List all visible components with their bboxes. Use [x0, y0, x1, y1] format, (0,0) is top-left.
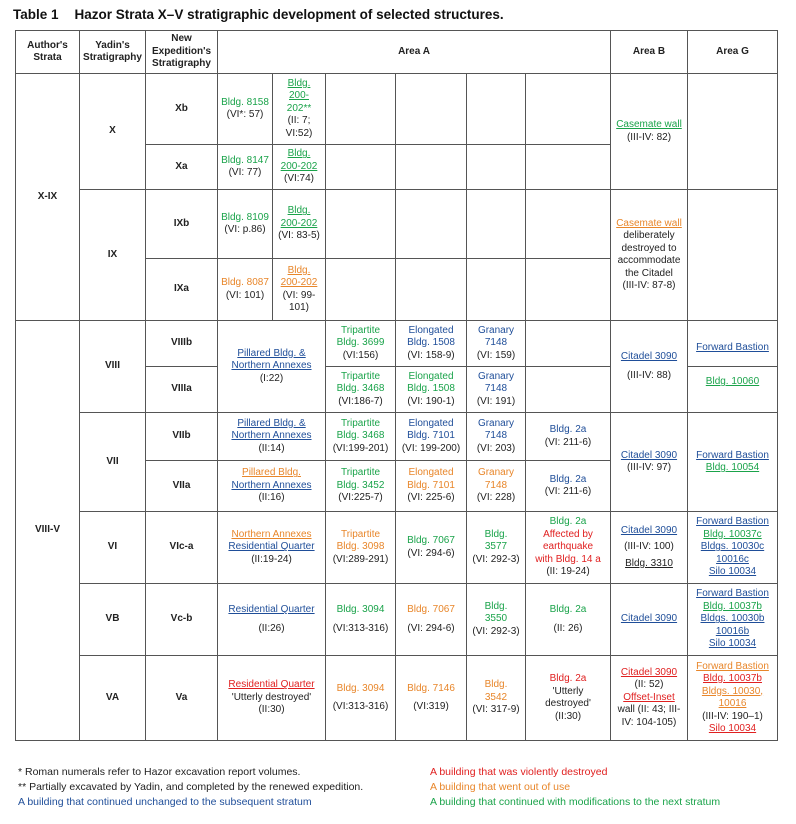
bldg-label: Residential Quarter [228, 541, 315, 553]
bldg-label: with Bldg. 14 a [535, 553, 601, 565]
ref-label: (II:30) [258, 704, 285, 716]
bldg-label: 7148 [484, 479, 508, 491]
bldg-label: Bldgs. 10030c [700, 541, 765, 553]
bldg-label: 7148 [484, 337, 508, 349]
bldg-label: Tripartite [340, 324, 381, 336]
bldg-label: 7148 [484, 430, 508, 442]
ref-label: VI:52) [285, 127, 313, 139]
footnote-roman-numerals: * Roman numerals refer to Hazor excavation report volumes. [18, 766, 301, 778]
strata-table [15, 30, 778, 741]
cell-vi-7067 [396, 512, 467, 584]
legend-out-of-use: A building that went out of use [430, 781, 571, 793]
bldg-label: Bldg. [287, 148, 311, 160]
bldg-label: Bldg. 3699 [336, 337, 385, 349]
empty-cell [467, 145, 526, 190]
empty-cell [326, 190, 396, 259]
bldg-label: 202** [286, 102, 312, 114]
empty-cell [688, 74, 778, 190]
ref-label: (II:14) [258, 442, 285, 454]
bldg-label: Granary [477, 324, 515, 336]
bldg-label: Bldg. [287, 264, 311, 276]
bldg-label: Bldgs. 10030, [701, 685, 764, 697]
ref-label: (VI: p.86) [224, 224, 266, 235]
ref-label: (II: 26) [553, 622, 583, 634]
bldg-label: Granary [477, 467, 515, 479]
bldg-label: Citadel 3090 [620, 351, 678, 362]
bldg-label: Bldg. [287, 77, 311, 89]
bldg-label: Bldgs. 10030b [700, 613, 765, 625]
bldg-label: Northern Annexes [231, 479, 312, 491]
ref-label: (VI: 101) [225, 289, 265, 301]
ref-label: (VI:186-7) [338, 395, 383, 407]
ref-label: (VI: 292-3) [472, 553, 520, 565]
bldg-label: Northern Annexes [231, 360, 312, 372]
cell-b-viii [611, 321, 688, 413]
ref-label: (VI:225-7) [338, 492, 383, 504]
bldg-label: Citadel 3090 [620, 613, 678, 625]
cell-viiib-tripartite [326, 321, 396, 367]
bldg-label: Casemate wall [616, 119, 682, 130]
empty-cell [467, 259, 526, 321]
bldg-label: Bldg. 7101 [407, 479, 455, 491]
bldg-label: Pillared Bldg. & [237, 347, 306, 359]
bldg-label: Bldg. 8158 [221, 96, 269, 108]
header-yadin: Yadin's Stratigraphy [80, 31, 146, 74]
bldg-label: Bldg. 10060 [705, 376, 760, 388]
bldg-label: Elongated [408, 370, 454, 382]
ref-label: (II: 7; [287, 115, 311, 127]
empty-cell [526, 190, 611, 259]
empty-cell [326, 145, 396, 190]
new-viib: VIIb [146, 413, 218, 461]
header-area-g: Area G [688, 31, 778, 74]
ref-label: (VI: 199-200) [401, 442, 461, 454]
bldg-label: Bldg. 3094 [336, 682, 385, 694]
bldg-label: 200-202 [280, 217, 318, 229]
bldg-label: Bldg. [484, 600, 508, 612]
ref-label: (II:19-24) [251, 553, 292, 565]
bldg-label: Bldg. 3310 [625, 557, 673, 569]
ref-label: (VI: 228) [476, 492, 516, 504]
header-area-a: Area A [218, 31, 611, 74]
cell-viia-elongated [396, 461, 467, 512]
bldg-label: Tripartite [340, 528, 381, 540]
bldg-label: Bldg. 2a [549, 473, 587, 485]
bldg-label: Residential Quarter [228, 679, 315, 691]
cell-xa-200 [273, 145, 326, 190]
new-viia: VIIa [146, 461, 218, 512]
bldg-label: earthquake [542, 541, 594, 553]
ref-label: accommodate [617, 255, 681, 266]
ref-label: (VI: 294-6) [407, 622, 455, 634]
bldg-label: Bldg. 7067 [407, 535, 455, 546]
empty-cell [526, 145, 611, 190]
ref-label: (VI: 83-5) [278, 230, 320, 242]
empty-cell [526, 259, 611, 321]
legend-modified: A building that continued with modifications to the next stratum [430, 796, 721, 808]
cell-viii-pillared [218, 321, 326, 413]
cell-va-3542 [467, 656, 526, 741]
empty-cell [326, 74, 396, 145]
cell-g-va [688, 656, 778, 741]
empty-cell [326, 259, 396, 321]
bldg-label: Bldg. 2a [549, 604, 587, 615]
bldg-label: Northern Annexes [231, 430, 312, 442]
ref-label: (III-IV: 88) [626, 369, 672, 381]
cell-vb-7067 [396, 584, 467, 656]
header-new-expedition: New Expedition's Stratigraphy [146, 31, 218, 74]
cell-g-viiib [688, 321, 778, 367]
bldg-label: Granary [477, 370, 515, 382]
bldg-label: Bldg. 8109 [221, 211, 269, 223]
cell-viia-2a [526, 461, 611, 512]
header-area-b: Area B [611, 31, 688, 74]
cell-g-vb [688, 584, 778, 656]
ref-label: (VI:199-201) [332, 442, 389, 454]
table-title [13, 7, 504, 22]
cell-vi-northern [218, 512, 326, 584]
ref-label: (VI: 317-9) [472, 704, 520, 716]
yadin-vi: VI [80, 512, 146, 584]
bldg-label: Elongated [408, 417, 454, 429]
bldg-label: Bldg. 7101 [407, 430, 455, 442]
yadin-va: VA [80, 656, 146, 741]
strata-x-ix: X-IX [16, 74, 80, 321]
bldg-label: 200- [288, 90, 309, 102]
ref-label: (III-IV: 82) [626, 131, 672, 143]
ref-label: (VI: 159) [476, 349, 516, 361]
cell-ixa-8087 [218, 259, 273, 321]
cell-b-vii [611, 413, 688, 512]
empty-cell [396, 74, 467, 145]
cell-va-3094 [326, 656, 396, 741]
new-xa: Xa [146, 145, 218, 190]
ref-label: (III-IV: 97) [626, 462, 672, 473]
bldg-label: Casemate wall [616, 217, 682, 229]
ref-label: (VI*: 57) [226, 109, 264, 120]
cell-b-va [611, 656, 688, 741]
bldg-label: 3542 [484, 691, 508, 703]
ref-label: (VI:156) [342, 349, 379, 361]
empty-cell [526, 321, 611, 367]
ref-label: (VI: 203) [476, 442, 516, 454]
new-viiia: VIIIa [146, 367, 218, 413]
bldg-label: Bldg. 10037b [703, 673, 762, 684]
bldg-label: Tripartite [340, 370, 381, 382]
cell-g-viiia [688, 367, 778, 413]
bldg-label: Bldg. 3094 [336, 604, 385, 615]
new-vica: VIc-a [146, 512, 218, 584]
ref-label: (VI: 191) [476, 395, 516, 407]
cell-viiia-tripartite [326, 367, 396, 413]
cell-vb-3550 [467, 584, 526, 656]
bldg-label: 10016b [715, 625, 750, 637]
cell-ixb-200 [273, 190, 326, 259]
bldg-label: Bldg. [484, 679, 508, 691]
cell-viia-granary [467, 461, 526, 512]
empty-cell [467, 74, 526, 145]
cell-viib-pillared [218, 413, 326, 461]
cell-g-vii [688, 413, 778, 512]
bldg-label: 200-202 [280, 277, 318, 288]
bldg-label: Tripartite [340, 417, 381, 429]
cell-vi-2a [526, 512, 611, 584]
footnote-partial-excavation: ** Partially excavated by Yadin, and completed by the renewed expedition. [18, 781, 364, 793]
bldg-label: Bldg. 3452 [336, 479, 385, 491]
yadin-ix: IX [80, 190, 146, 321]
ref-label: IV: 104-105) [621, 716, 677, 728]
bldg-label: Forward Bastion [696, 588, 769, 600]
bldg-label: Bldg. [287, 205, 311, 217]
ref-label: (VI:319) [413, 701, 449, 712]
bldg-label: Elongated [408, 324, 454, 336]
bldg-label: Forward Bastion [696, 660, 769, 672]
ref-label: (VI: 190-1) [407, 395, 455, 407]
bldg-label: 3577 [484, 541, 508, 553]
ref-label: (I:22) [259, 372, 284, 384]
empty-cell [526, 367, 611, 413]
new-ixb: IXb [146, 190, 218, 259]
cell-viib-2a [526, 413, 611, 461]
bldg-label: Forward Bastion [696, 516, 769, 528]
legend-unchanged: A building that continued unchanged to the subsequent stratum [18, 796, 312, 808]
ref-label: (VI: 294-6) [407, 547, 455, 559]
ref-label: the Citadel [625, 267, 673, 279]
bldg-label: Bldg. 3468 [336, 430, 385, 442]
bldg-label: Bldg. 10054 [705, 462, 760, 473]
header-authors-strata: Author's Strata [16, 31, 80, 74]
bldg-label: Granary [477, 417, 515, 429]
cell-xa-8147 [218, 145, 273, 190]
bldg-label: 200-202 [280, 160, 318, 172]
cell-g-vi [688, 512, 778, 584]
ref-label: (VI: 99- [282, 289, 316, 301]
cell-viiib-elongated [396, 321, 467, 367]
bldg-label: Citadel 3090 [620, 449, 678, 461]
ref-label: (II:30) [554, 710, 582, 722]
cell-vb-residential [218, 584, 326, 656]
ref-label: (VI: 211-6) [544, 436, 592, 448]
bldg-label: Bldg. 2a [549, 424, 587, 435]
bldg-label: Offset-Inset [623, 691, 675, 703]
cell-vi-tripartite [326, 512, 396, 584]
table-number: Table 1 [13, 7, 59, 22]
cell-viiia-granary [467, 367, 526, 413]
ref-label: deliberately [623, 230, 675, 241]
cell-vi-3577 [467, 512, 526, 584]
cell-viib-elongated [396, 413, 467, 461]
bldg-label: Silo 10034 [708, 723, 757, 734]
ref-label: (VI: 77) [228, 167, 262, 178]
cell-xb-8158 [218, 74, 273, 145]
cell-xb-200 [273, 74, 326, 145]
bldg-label: Bldg. 8147 [221, 154, 269, 166]
cell-vb-3094 [326, 584, 396, 656]
bldg-label: Residential Quarter [228, 604, 315, 615]
bldg-label: Bldg. 2a [549, 516, 587, 528]
bldg-label: Citadel 3090 [620, 524, 678, 536]
ref-label: (VI: 158-9) [407, 349, 455, 361]
ref-label: 101) [288, 302, 309, 313]
ref-label: (III-IV: 87-8) [622, 280, 676, 291]
ref-label: wall (II: 43; III- [617, 704, 681, 716]
yadin-x: X [80, 74, 146, 190]
bldg-label: Bldg. 1508 [407, 383, 455, 395]
ref-label: (VI:313-316) [332, 622, 389, 634]
bldg-label: Silo 10034 [708, 566, 757, 578]
new-xb: Xb [146, 74, 218, 145]
bldg-label: Forward Bastion [696, 342, 769, 354]
ref-label: (VI: 292-3) [472, 625, 520, 637]
cell-b-vi [611, 512, 688, 584]
ref-label: (VI: 225-6) [407, 492, 455, 504]
yadin-viii: VIII [80, 321, 146, 413]
bldg-label: 3550 [484, 613, 508, 625]
cell-ixa-200 [273, 259, 326, 321]
empty-cell [688, 190, 778, 321]
bldg-label: Bldg. 2a [549, 673, 587, 684]
ref-label: (II: 52) [634, 679, 664, 691]
ref-label: (III-IV: 100) [624, 541, 674, 553]
bldg-label: Elongated [408, 467, 454, 479]
bldg-label: Bldg. 3468 [336, 383, 385, 395]
bldg-label: Bldg. 3098 [336, 541, 385, 553]
ref-label: (II:26) [258, 622, 285, 634]
bldg-label: Bldg. [484, 528, 508, 540]
cell-va-7146 [396, 656, 467, 741]
cell-viiib-granary [467, 321, 526, 367]
bldg-label: Bldg. 10037c [703, 528, 762, 540]
ref-label: (VI:74) [283, 173, 314, 185]
bldg-label: Bldg. 8087 [221, 277, 269, 288]
cell-viib-tripartite [326, 413, 396, 461]
empty-cell [396, 145, 467, 190]
cell-b-x [611, 74, 688, 190]
new-vcb: Vc-b [146, 584, 218, 656]
new-ixa: IXa [146, 259, 218, 321]
bldg-label: Bldg. 10037b [703, 600, 762, 612]
legend-destroyed: A building that was violently destroyed [430, 766, 608, 778]
yadin-vb: VB [80, 584, 146, 656]
ref-label: (III-IV: 190–1) [702, 710, 763, 722]
bldg-label: Pillared Bldg. & [237, 417, 306, 429]
bldg-label: Bldg. 7146 [407, 682, 455, 694]
bldg-label: Northern Annexes [231, 528, 312, 540]
ref-label: destroyed' [545, 698, 591, 709]
cell-viib-granary [467, 413, 526, 461]
empty-cell [396, 259, 467, 321]
bldg-label: Citadel 3090 [620, 666, 678, 678]
ref-label: 'Utterly [552, 685, 584, 697]
new-va: Va [146, 656, 218, 741]
empty-cell [396, 190, 467, 259]
cell-ixb-8109 [218, 190, 273, 259]
cell-va-2a [526, 656, 611, 741]
bldg-label: Bldg. 7067 [407, 604, 455, 615]
ref-label: (II:16) [258, 492, 285, 504]
bldg-label: Affected by [543, 528, 593, 540]
ref-label: (VI: 211-6) [544, 486, 592, 497]
cell-viia-tripartite [326, 461, 396, 512]
ref-label: (II: 19-24) [546, 566, 590, 578]
cell-va-residential [218, 656, 326, 741]
new-viiib: VIIIb [146, 321, 218, 367]
bldg-label: Bldg. 1508 [407, 337, 455, 349]
cell-viia-pillared [218, 461, 326, 512]
empty-cell [526, 74, 611, 145]
bldg-label: 10016 [718, 698, 747, 709]
ref-label: destroyed to [621, 242, 677, 254]
cell-b-vb [611, 584, 688, 656]
bldg-label: Forward Bastion [696, 449, 769, 461]
ref-label: (VI:313-316) [332, 701, 389, 712]
ref-label: 'Utterly destroyed' [231, 691, 312, 703]
cell-viiia-elongated [396, 367, 467, 413]
bldg-label: 7148 [484, 383, 508, 395]
yadin-vii: VII [80, 413, 146, 512]
bldg-label: 10016c [716, 553, 749, 565]
bldg-label: Silo 10034 [708, 638, 757, 650]
strata-viii-v: VIII-V [16, 321, 80, 741]
ref-label: (VI:289-291) [332, 553, 389, 565]
cell-b-ix [611, 190, 688, 321]
bldg-label: Tripartite [340, 467, 381, 479]
empty-cell [467, 190, 526, 259]
cell-vb-2a [526, 584, 611, 656]
table-caption: Hazor Strata X–V stratigraphic development of selected structures. [74, 7, 504, 22]
bldg-label: Pillared Bldg. [242, 467, 301, 479]
